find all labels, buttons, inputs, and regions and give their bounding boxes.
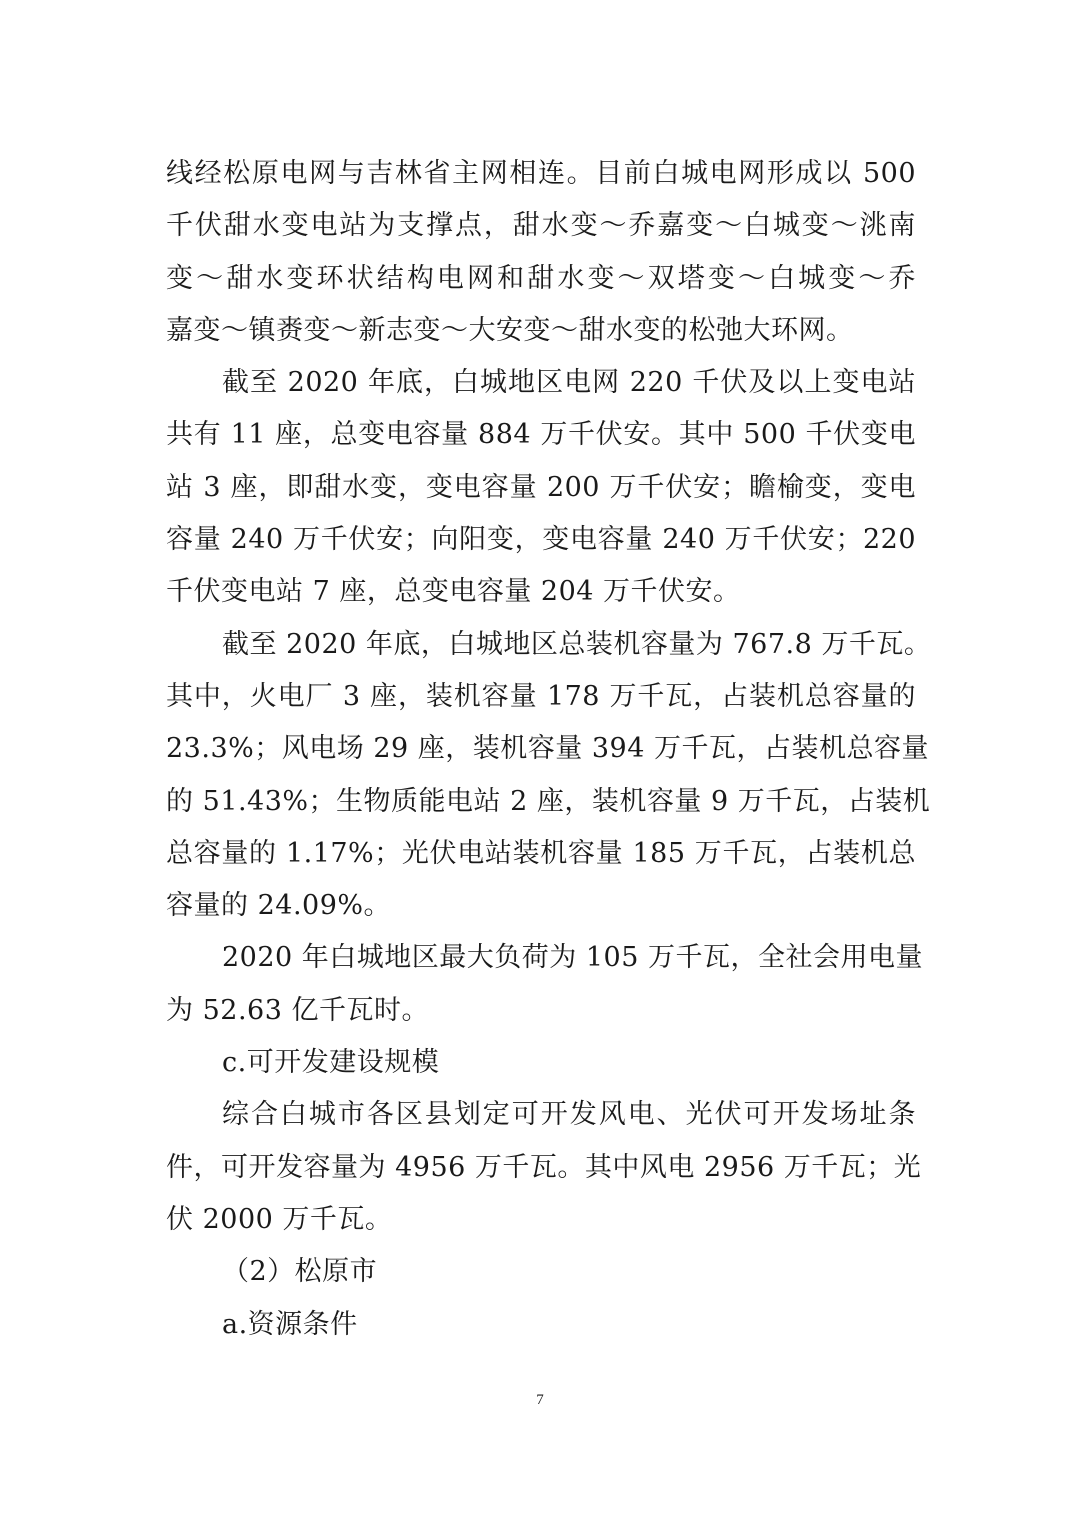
text-line: 截至 2020 年底，白城地区总装机容量为 767.8 万千瓦。 xyxy=(222,628,932,660)
text-line: 2020 年白城地区最大负荷为 105 万千瓦，全社会用电量 xyxy=(222,942,923,974)
text-line: 件，可开发容量为 4956 万千瓦。其中风电 2956 万千瓦；光 xyxy=(166,1151,922,1183)
text-line: 变～甜水变环状结构电网和甜水变～双塔变～白城变～乔 xyxy=(166,262,916,294)
text-line: 线经松原电网与吉林省主网相连。目前白城电网形成以 500 xyxy=(166,158,916,189)
text-line: 其中，火电厂 3 座，装机容量 178 万千瓦，占装机总容量的 xyxy=(166,680,916,712)
text-line: 嘉变～镇赉变～新志变～大安变～甜水变的松弛大环网。 xyxy=(166,314,854,346)
text-line: （2）松原市 xyxy=(222,1256,378,1288)
text-line: 千伏甜水变电站为支撑点，甜水变～乔嘉变～白城变～洮南 xyxy=(166,210,916,242)
text-line: 截至 2020 年底，白城地区电网 220 千伏及以上变电站 xyxy=(222,367,916,399)
text-line: 容量的 24.09%。 xyxy=(166,890,392,922)
text-line: 为 52.63 亿千瓦时。 xyxy=(166,994,429,1026)
text-line: 综合白城市各区县划定可开发风电、光伏可开发场址条 xyxy=(222,1099,916,1131)
body-text xyxy=(166,148,932,1351)
text-line: 总容量的 1.17%；光伏电站装机容量 185 万千瓦，占装机总 xyxy=(166,837,916,869)
text-line: a.资源条件 xyxy=(222,1308,358,1340)
text-line: c.可开发建设规模 xyxy=(222,1047,440,1079)
text-line: 共有 11 座，总变电容量 884 万千伏安。其中 500 千伏变电 xyxy=(166,419,916,451)
text-line: 千伏变电站 7 座，总变电容量 204 万千伏安。 xyxy=(166,576,741,608)
text-line: 23.3%；风电场 29 座，装机容量 394 万千瓦，占装机总容量 xyxy=(166,733,929,765)
text-line: 伏 2000 万千瓦。 xyxy=(166,1203,393,1235)
text-line: 的 51.43%；生物质能电站 2 座，装机容量 9 万千瓦，占装机 xyxy=(166,785,931,817)
page-number: 7 xyxy=(536,1392,544,1408)
text-line: 容量 240 万千伏安；向阳变，变电容量 240 万千伏安；220 xyxy=(166,524,916,556)
text-line: 站 3 座，即甜水变，变电容量 200 万千伏安；瞻榆变，变电 xyxy=(166,471,916,503)
